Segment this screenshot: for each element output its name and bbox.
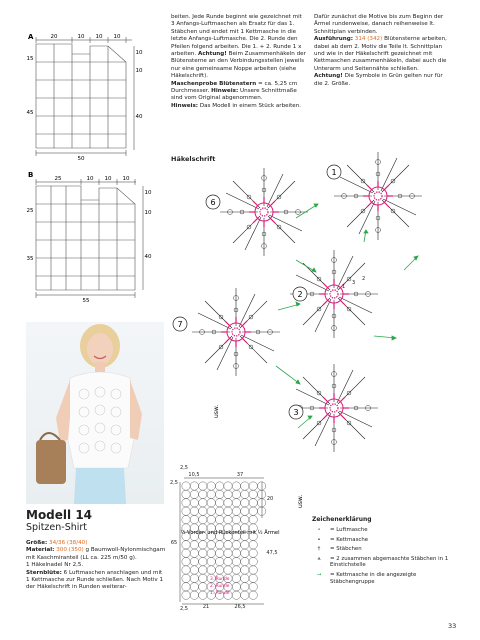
plan-center-text: ½ Vorder- und Rückenteil mit ½ Ärmel [180,530,280,536]
connection-arrows [276,204,418,428]
plan-motif-circle [224,490,232,498]
chain-stitch-icon: ∘ [317,527,321,533]
plan-motif-circle [232,583,240,591]
plan-motif-circle [207,557,215,565]
schematic-b-top-dim: 10 [86,176,94,182]
hinweis-text: Das Modell in einem Stück arbeiten. [199,102,302,109]
plan-motif-circle [215,507,223,515]
paragraph-text: Beim Zusammenhäkeln der Blütensterne an den Verbindungsstellen jeweils nur eine gemeinsame Noppe arbeiten (siehe Häkelschrift). [171,51,306,80]
plan-motif-circle [199,549,207,557]
maschenprobe-label: Maschenprobe Blütenstern [171,80,257,87]
motif-number-badge [289,405,303,419]
plan-motif-circle [199,499,207,507]
motif-number-badge [173,317,187,331]
plan-motif-circle [207,541,215,549]
plan-motif-circle [190,566,198,574]
chart-heading: Häkelschrift [171,155,216,163]
motif-number: 3 [293,408,299,417]
plan-side-dim: 65 [170,540,178,546]
plan-motif-circle [249,549,257,557]
plan-motif-circle [182,482,190,490]
motif-number-badge [327,165,341,179]
usw-label: usw. [297,494,304,508]
round-number: 2 [362,276,366,282]
plan-motif-circle [215,482,223,490]
plan-motif-circle [241,557,249,565]
model-title: Modell 14 [26,508,93,522]
plan-motif-circle [199,557,207,565]
plan-motif-circle [215,499,223,507]
plan-motif-circle [190,541,198,549]
plan-motif-circle [257,490,265,498]
plan-motif-circle [207,499,215,507]
instructions-col-3 [314,14,452,88]
schematic-a-label: A [28,33,34,41]
motif-7 [192,288,280,376]
plan-motif-circle [257,499,265,507]
plan-motif-circle [232,549,240,557]
plan-motif-circle [182,583,190,591]
layout-plan [166,464,306,630]
plan-motif-circle [232,490,240,498]
plan-motif-circle [241,541,249,549]
plan-motif-circle [232,574,240,582]
plan-motif-circle [232,499,240,507]
schematic-a-left-dim: 45 [26,110,34,116]
plan-motif-circle [232,515,240,523]
plan-motif-circle [249,499,257,507]
schematic-a [26,32,146,164]
plan-motif-circle [241,507,249,515]
plan-motif-circle [190,549,198,557]
legend-heading: Zeichenerklärung [312,516,372,523]
plan-motif-circle [207,549,215,557]
hinweis-text: Unsere Schnittmaße sind vom Original abgenommen. [171,88,297,102]
schematic-a-right-dim: 10 [135,68,143,74]
slip-stitch-icon: • [317,536,321,543]
plan-motif-circle [241,482,249,490]
plan-motif-circle [207,515,215,523]
plan-side-dim: 47,5 [266,550,278,556]
schematic-a-right-dim: 40 [135,114,143,120]
model-photo [26,322,164,504]
plan-motif-circle [199,541,207,549]
arrow-icon: → [316,571,322,578]
schematic-a-top-dim: 10 [113,34,121,40]
motif-number: 7 [177,320,183,329]
material-amount: 300 (350) [56,547,84,554]
plan-round-label: 3. Runde [210,577,230,582]
schematic-b-right-dim: 40 [144,254,152,260]
material-label: Material: [26,547,55,554]
plan-motif-circle [190,515,198,523]
schematic-a-right-dim: 10 [135,50,143,56]
schematic-b-top-dim: 10 [122,176,130,182]
plan-motif-circle [241,583,249,591]
plan-motif-circle [182,507,190,515]
plan-motif-circle [249,557,257,565]
legend-item: † = Stäbchen [312,546,452,553]
motif-1 [334,152,422,240]
schematic-b [26,170,156,310]
plan-motif-circle [215,566,223,574]
plan-motif-circle [241,574,249,582]
needle-text: 1 Häkelnadel Nr 2,5. [26,562,84,569]
page-number: 33 [448,622,457,630]
plan-side-dim: 2,5 [170,480,178,486]
round-number: 1 [342,284,346,290]
plan-top-dim: 37 [236,472,244,478]
plan-motif-circle [249,574,257,582]
plan-motif-circle [190,583,198,591]
plan-motif-circle [182,515,190,523]
plan-round-label: 2. Runde [210,584,230,589]
motif-number-badge [206,195,220,209]
plan-motif-circle [224,541,232,549]
plan-motif-circle [249,482,257,490]
plan-round-label: 1. Runde [210,591,230,596]
plan-bottom-dim: 2,5 [180,606,188,612]
instructions-col-2 [171,14,307,110]
plan-motif-circle [207,507,215,515]
plan-top-dim: 2,5 [180,465,188,471]
plan-side-dim: 20 [266,496,274,502]
plan-motif-circle [232,557,240,565]
motif-number: 2 [297,290,303,299]
plan-motif-circle [241,499,249,507]
plan-motif-circle [190,507,198,515]
legend [312,516,452,588]
plan-motif-circle [215,549,223,557]
plan-motif-circle [241,490,249,498]
motif-3 [290,364,378,452]
plan-motif-circle [199,574,207,582]
plan-top-dim: 10,5 [188,472,200,478]
schematic-b-top-dim: 10 [104,176,112,182]
schematic-b-top-dim: 25 [54,176,62,182]
plan-motif-circle [224,557,232,565]
plan-motif-circle [199,583,207,591]
legend-item: → = Kettmasche in die angezeigte Stäbchengruppe [312,572,452,585]
plan-motif-circle [190,490,198,498]
plan-motif-circle [249,490,257,498]
plan-motif-circle [257,507,265,515]
size-value: 34/36 (38/40) [49,540,88,546]
decrease-icon: ⩚ [317,555,321,562]
round-number: 3 [352,280,356,286]
plan-motif-circle [182,566,190,574]
plan-motif-circle [182,499,190,507]
schematic-a-top-dim: 20 [50,34,58,40]
plan-motif-circle [215,490,223,498]
plan-motif-circle [224,515,232,523]
plan-motif-circle [190,574,198,582]
hinweis-label: Hinweis: [171,102,199,109]
plan-motif-circle [199,591,207,599]
plan-motif-circle [224,499,232,507]
achtung-label: Achtung! [198,51,227,58]
schematic-a-top-dim: 10 [77,34,85,40]
schematic-b-left-dim: 35 [26,256,34,262]
size-label: Größe: [26,540,48,546]
plan-bottom-dim: 26,5 [234,604,246,610]
plan-motif-circle [199,482,207,490]
sternbluete-label: Sternblüte: [26,569,62,576]
schematic-b-left-dim: 25 [26,208,34,214]
plan-motif-circle [207,566,215,574]
plan-motif-circle [241,549,249,557]
instructions-col-1 [26,540,166,592]
plan-motif-circle [249,507,257,515]
plan-motif-circle [249,515,257,523]
plan-motif-circle [224,566,232,574]
plan-motif-circle [241,515,249,523]
plan-motif-circle [207,482,215,490]
plan-motif-circle [199,515,207,523]
plan-motif-circle [190,499,198,507]
plan-motif-circle [224,482,232,490]
plan-motif-circle [190,591,198,599]
schematic-a-bottom-dim: 50 [77,156,85,162]
plan-motif-circle [249,566,257,574]
plan-motif-circle [257,482,265,490]
ausfuehrung-amount: 314 (342) [354,36,383,43]
schematic-b-right-dim: 10 [144,210,152,216]
plan-motif-circle [182,541,190,549]
plan-motif-circle [224,549,232,557]
hinweis-label: Hinweis: [211,88,239,95]
plan-motif-circle [249,583,257,591]
plan-motif-circle [215,515,223,523]
plan-motif-circle [232,507,240,515]
motif-6 [220,168,308,256]
plan-motif-circle [199,507,207,515]
achtung-label: Achtung! [314,73,343,80]
plan-motif-circle [182,549,190,557]
plan-motif-circle [232,541,240,549]
plan-motif-circle [224,507,232,515]
plan-motif-circle [249,591,257,599]
plan-motif-circle [232,482,240,490]
achtung-text: Die Symbole in Grün gelten nur für die 2. Größe. [314,73,443,87]
plan-motif-circle [190,557,198,565]
ausfuehrung-label: Ausführung: [314,36,354,43]
schematic-b-bottom-dim: 55 [82,298,90,304]
material-text: g Baumwoll-Nylonmischgarn mit Kaschmiranteil (LL ca. 225 m/50 g). [26,547,166,561]
plan-motif-circle [215,557,223,565]
plan-motif-circle [249,541,257,549]
plan-motif-circle [182,591,190,599]
plan-bottom-dim: 21 [202,604,210,610]
model-subtitle: Spitzen-Shirt [26,522,88,533]
plan-motif-circle [182,557,190,565]
schematic-a-left-dim: 15 [26,56,34,62]
motif-number-badge [293,287,307,301]
paragraph-text: beiten. Jede Runde beginnt wie gezeichnet mit 3 Anfangs-Luftmaschen als Ersatz für das 1. Stäbchen und endet mit 1 Kettmasche in die letzte Anfangs-Luftmasche. Die 2. Runde den Pfeilen folgend arbeiten. Die 1. + 2. Runde 1 x arbeiten. [171,14,302,58]
plan-motif-circle [241,591,249,599]
legend-item: • = Kettmasche [312,537,452,544]
plan-motif-circle [182,490,190,498]
plan-motif-circle [199,566,207,574]
legend-item: ⩚ = 2 zusammen abgemaschte Stäbchen in 1 Einstichstelle [312,556,452,569]
usw-label: usw. [213,404,220,418]
schematic-a-top-dim: 10 [95,34,103,40]
schematic-b-label: B [28,171,34,179]
sternbluete-text: 6 Luftmaschen anschlagen und mit 1 Kettmasche zur Runde schließen. Nach Motiv 1 der Häkelschrift in Runden weiterar- [26,569,164,591]
paragraph-text: Dafür zunächst die Motive bis zum Beginn der Ärmel rundenweise, danach reihenweise lt. Schnittplan verbinden. [314,14,444,35]
ausfuehrung-text: Blütensterne arbeiten, dabei ab dem 2. Motiv die Teile lt. Schnittplan und wie in der Häkelschrift gezeichnet mit Kettmaschen zusammenhäkeln, dabei auch die Unterarm und Seitennähte schließen. [314,36,447,72]
maschenprobe-text: = ca. 5,25 cm Durchmesser. [171,80,298,95]
motif-number: 1 [331,168,337,177]
plan-motif-circle [232,591,240,599]
schematic-b-right-dim: 10 [144,190,152,196]
plan-motif-circle [215,541,223,549]
legend-item: ∘ = Luftmasche [312,527,452,534]
plan-motif-circle [199,490,207,498]
plan-motif-circle [232,566,240,574]
plan-motif-circle [182,574,190,582]
double-crochet-icon: † [317,546,321,553]
plan-motif-circle [241,566,249,574]
motif-number: 6 [210,198,216,207]
plan-motif-circle [207,490,215,498]
plan-motif-circle [190,482,198,490]
